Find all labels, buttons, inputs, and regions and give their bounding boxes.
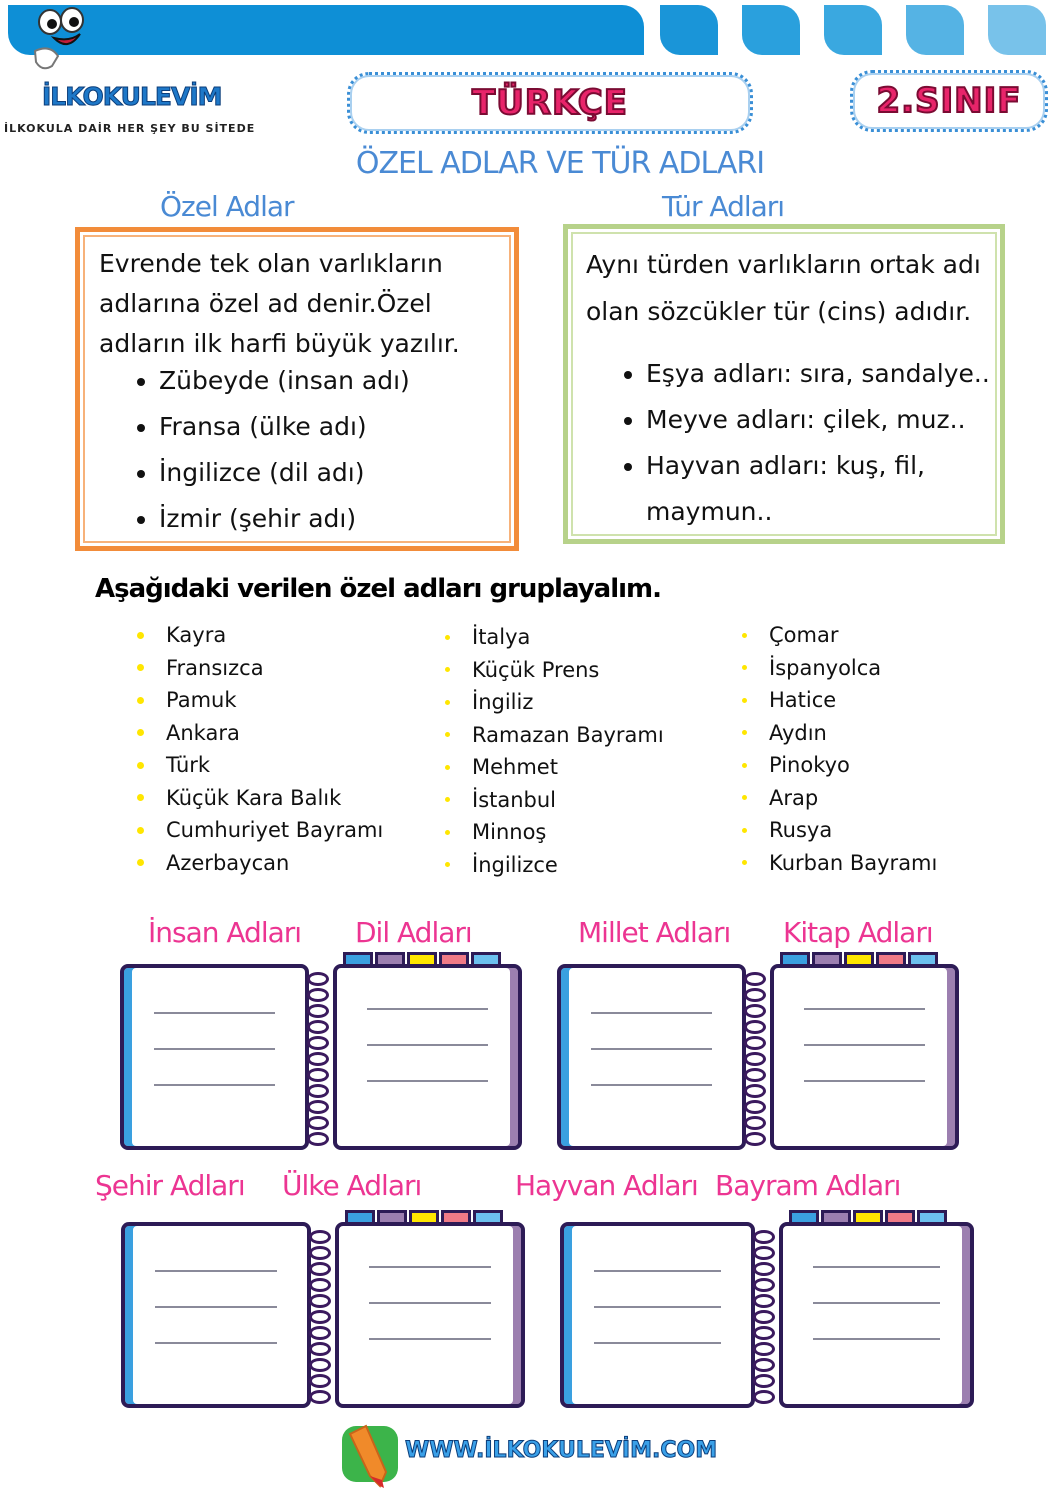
word-item [445, 719, 664, 752]
grade-label: 2.SINIF [876, 81, 1022, 121]
word-text: Çomar [769, 623, 839, 648]
word-text: Hatice [769, 688, 837, 713]
word-text: İstanbul [472, 787, 557, 812]
spiral-ring-icon [744, 1020, 766, 1034]
site-slogan: İLKOKULA DAİR HER ŞEY BU SİTEDE [4, 122, 256, 135]
definition-line: adların ilk harfi büyük yazılır. [99, 329, 460, 358]
notebook-right-page [779, 1222, 974, 1408]
notebook-label: Kitap Adları [783, 916, 933, 949]
notebook-left-page [560, 1222, 755, 1408]
bullet-icon [137, 827, 144, 834]
bullet-icon [137, 632, 144, 639]
writing-line[interactable] [591, 1012, 712, 1014]
notebook-hayvan-bayram[interactable] [560, 1216, 974, 1408]
word-column [137, 619, 383, 879]
word-text: Türk [166, 753, 211, 778]
spiral-ring-icon [744, 1132, 766, 1146]
word-text: Ankara [166, 720, 240, 745]
spiral-ring-icon [309, 1294, 331, 1308]
writing-line[interactable] [813, 1266, 940, 1268]
spiral-ring-icon [309, 1310, 331, 1324]
page-title: ÖZEL ADLAR VE TÜR ADLARI [355, 146, 765, 181]
bullet-icon [742, 633, 747, 638]
word-text: Küçük Prens [472, 657, 600, 682]
notebook-right-page [770, 964, 959, 1150]
word-item [742, 782, 937, 815]
spiral-ring-icon [307, 1100, 329, 1114]
word-item [445, 849, 664, 882]
spiral-ring-icon [307, 988, 329, 1002]
spiral-ring-icon [309, 1374, 331, 1388]
example-item: • Fransa (ülke adı) [159, 404, 512, 450]
word-text: Arap [769, 785, 819, 810]
word-item [137, 847, 383, 880]
spiral-ring-icon [307, 972, 329, 986]
notebook-right-page [333, 964, 522, 1150]
notebook-sehir-ulke[interactable] [121, 1216, 525, 1408]
spiral-ring-icon [307, 1132, 329, 1146]
tur-adlari-box [563, 224, 1005, 544]
writing-line[interactable] [594, 1342, 721, 1344]
word-item [137, 619, 383, 652]
ozel-heading: Özel Adlar [160, 190, 294, 223]
writing-line[interactable] [367, 1008, 488, 1010]
notebook-right-page [335, 1222, 525, 1408]
tur-heading: Tür Adları [662, 190, 785, 223]
writing-line[interactable] [594, 1270, 721, 1272]
word-column [742, 619, 937, 879]
writing-line[interactable] [155, 1270, 277, 1272]
header-tab [660, 5, 718, 55]
word-text: Pinokyo [769, 753, 850, 778]
word-text: Küçük Kara Balık [166, 785, 342, 810]
spiral-ring-icon [307, 1036, 329, 1050]
footer-url[interactable]: WWW.İLKOKULEVİM.COM [405, 1438, 718, 1463]
notebook-left-page [120, 964, 309, 1150]
writing-line[interactable] [594, 1306, 721, 1308]
word-column [445, 621, 664, 881]
notebook-label: Ülke Adları [282, 1169, 422, 1202]
word-text: Rusya [769, 818, 833, 843]
example-item: • Eşya adları: sıra, sandalye.. [646, 351, 1000, 397]
spiral-ring-icon [753, 1310, 775, 1324]
spiral-ring-icon [307, 1116, 329, 1130]
bullet-icon [445, 797, 450, 802]
bullet-icon [445, 667, 450, 672]
notebook-label: Bayram Adları [715, 1169, 901, 1202]
spiral-ring-icon [309, 1358, 331, 1372]
notebook-left-page [121, 1222, 311, 1408]
notebook-label: Hayvan Adları [515, 1169, 698, 1202]
spiral-ring-icon [744, 1084, 766, 1098]
notebook-left-page [557, 964, 746, 1150]
spiral-ring-icon [753, 1278, 775, 1292]
word-text: İngiliz [472, 690, 534, 715]
bullet-icon [445, 830, 450, 835]
pencil-logo-icon [340, 1422, 402, 1490]
definition-line: adlarına özel ad denir.Özel [99, 289, 432, 318]
header-tab [988, 5, 1046, 55]
word-item [742, 684, 937, 717]
spiral-ring-icon [753, 1390, 775, 1404]
word-text: Ramazan Bayramı [472, 722, 664, 747]
bullet-icon [137, 762, 144, 769]
word-text: Azerbaycan [166, 850, 290, 875]
word-text: İtalya [472, 625, 531, 650]
bullet-icon [445, 700, 450, 705]
example-item: maymun.. [646, 497, 773, 526]
word-text: Minnoş [472, 820, 547, 845]
notebook-label: İnsan Adları [148, 916, 302, 949]
word-item [137, 684, 383, 717]
word-item [137, 652, 383, 685]
spiral-ring-icon [307, 1052, 329, 1066]
writing-line[interactable] [154, 1084, 275, 1086]
word-text: Mehmet [472, 755, 558, 780]
word-item [742, 814, 937, 847]
word-item [445, 751, 664, 784]
definition-line: Aynı türden varlıkların ortak adı [586, 250, 981, 279]
word-text: İspanyolca [769, 655, 882, 680]
spiral-ring-icon [309, 1262, 331, 1276]
bullet-icon [137, 664, 144, 671]
bullet-icon [137, 859, 144, 866]
site-logo: İLKOKULEVİM [42, 82, 222, 111]
bullet-icon [445, 765, 450, 770]
grade-badge [850, 70, 1048, 132]
writing-line[interactable] [804, 1044, 925, 1046]
bullet-icon [742, 698, 747, 703]
bullet-icon [742, 763, 747, 768]
spiral-ring-icon [309, 1326, 331, 1340]
definition-line: Evrende tek olan varlıkların [99, 249, 443, 278]
spiral-ring-icon [753, 1358, 775, 1372]
spiral-ring-icon [744, 972, 766, 986]
word-text: Aydın [769, 720, 827, 745]
word-item [445, 654, 664, 687]
bullet-icon [137, 729, 144, 736]
spiral-ring-icon [309, 1278, 331, 1292]
header-tab [824, 5, 882, 55]
bullet-icon [137, 794, 144, 801]
word-text: Fransızca [166, 655, 264, 680]
spiral-ring-icon [309, 1230, 331, 1244]
writing-line[interactable] [813, 1302, 940, 1304]
word-item [137, 782, 383, 815]
spiral-ring-icon [753, 1342, 775, 1356]
word-item [137, 749, 383, 782]
bullet-icon [742, 795, 747, 800]
bullet-icon [742, 860, 747, 865]
word-item [445, 784, 664, 817]
example-item: • Meyve adları: çilek, muz.. [646, 397, 1000, 443]
spiral-ring-icon [753, 1262, 775, 1276]
writing-line[interactable] [591, 1084, 712, 1086]
bullet-icon [742, 665, 747, 670]
spiral-ring-icon [307, 1084, 329, 1098]
word-item [137, 814, 383, 847]
word-item [742, 847, 937, 880]
example-item: • Hayvan adları: kuş, fil, [646, 443, 1000, 489]
notebook-millet-kitap[interactable] [557, 958, 959, 1150]
example-item: • İzmir (şehir adı) [159, 496, 512, 542]
writing-line[interactable] [155, 1306, 277, 1308]
definition-line: olan sözcükler tür (cins) adıdır. [586, 297, 972, 326]
writing-line[interactable] [367, 1044, 488, 1046]
spiral-ring-icon [744, 1100, 766, 1114]
spiral-ring-icon [744, 1004, 766, 1018]
bullet-icon [742, 828, 747, 833]
word-item [137, 717, 383, 750]
spiral-ring-icon [309, 1390, 331, 1404]
word-text: Pamuk [166, 688, 237, 713]
bullet-icon [445, 862, 450, 867]
word-text: İngilizce [472, 852, 558, 877]
header-bar [8, 5, 644, 55]
word-item [445, 816, 664, 849]
header-tab [742, 5, 800, 55]
writing-line[interactable] [369, 1302, 491, 1304]
writing-line[interactable] [813, 1338, 940, 1340]
writing-line[interactable] [804, 1008, 925, 1010]
word-item [742, 749, 937, 782]
example-item: • Zübeyde (insan adı) [159, 358, 512, 404]
word-text: Kurban Bayramı [769, 850, 938, 875]
word-item [445, 621, 664, 654]
spiral-ring-icon [307, 1020, 329, 1034]
writing-line[interactable] [591, 1048, 712, 1050]
header-tab [906, 5, 964, 55]
spiral-ring-icon [753, 1246, 775, 1260]
notebook-insan-dil[interactable] [120, 958, 522, 1150]
bullet-icon [445, 635, 450, 640]
example-item: • İngilizce (dil adı) [159, 450, 512, 496]
bullet-icon [137, 697, 144, 704]
bullet-icon [742, 730, 747, 735]
subject-label: TÜRKÇE [472, 83, 628, 123]
spiral-ring-icon [744, 1116, 766, 1130]
bullet-icon [445, 732, 450, 737]
writing-line[interactable] [154, 1012, 275, 1014]
spiral-ring-icon [744, 1036, 766, 1050]
subject-badge [347, 72, 753, 134]
spiral-ring-icon [307, 1004, 329, 1018]
writing-line[interactable] [369, 1266, 491, 1268]
spiral-ring-icon [307, 1068, 329, 1082]
mascot-icon [30, 6, 100, 76]
spiral-ring-icon [744, 988, 766, 1002]
writing-line[interactable] [367, 1080, 488, 1082]
word-text: Cumhuriyet Bayramı [166, 818, 384, 843]
spiral-ring-icon [309, 1246, 331, 1260]
word-text: Kayra [166, 623, 227, 648]
notebook-label: Dil Adları [355, 916, 472, 949]
notebook-label: Millet Adları [578, 916, 731, 949]
spiral-ring-icon [744, 1068, 766, 1082]
word-item [742, 619, 937, 652]
ozel-adlar-box [75, 227, 519, 551]
spiral-ring-icon [753, 1374, 775, 1388]
word-item [742, 652, 937, 685]
word-item [742, 717, 937, 750]
writing-line[interactable] [804, 1080, 925, 1082]
spiral-ring-icon [744, 1052, 766, 1066]
writing-line[interactable] [155, 1342, 277, 1344]
writing-line[interactable] [369, 1338, 491, 1340]
spiral-ring-icon [753, 1230, 775, 1244]
spiral-ring-icon [753, 1294, 775, 1308]
spiral-ring-icon [753, 1326, 775, 1340]
word-item [445, 686, 664, 719]
instruction: Aşağıdaki verilen özel adları gruplayalım. [95, 574, 661, 604]
writing-line[interactable] [154, 1048, 275, 1050]
notebook-label: Şehir Adları [95, 1169, 245, 1202]
spiral-ring-icon [309, 1342, 331, 1356]
